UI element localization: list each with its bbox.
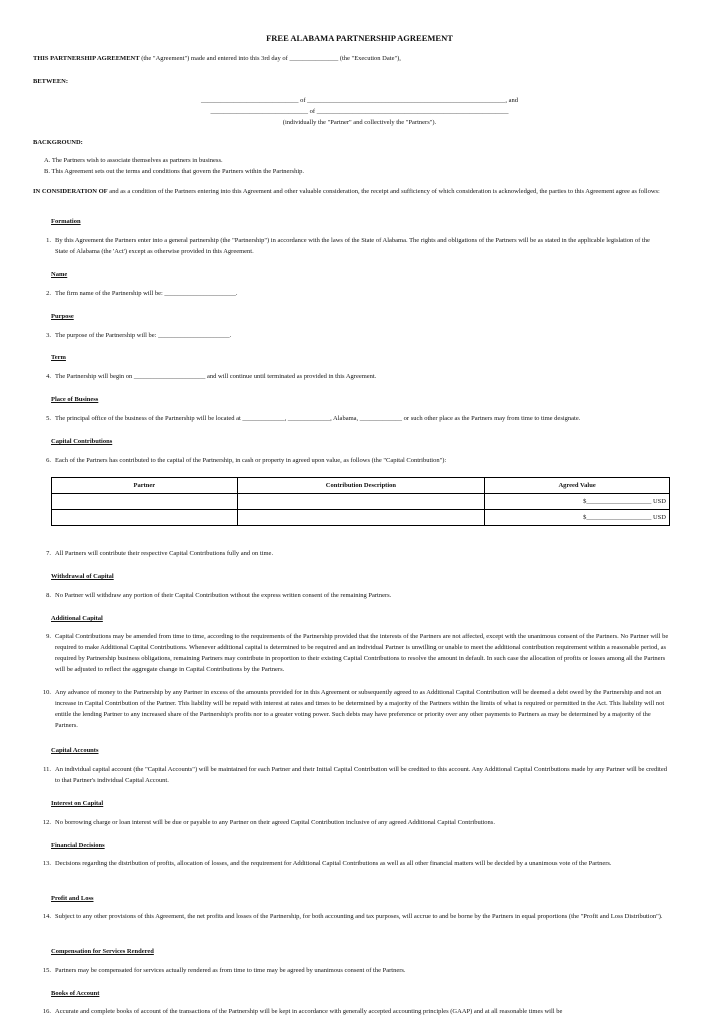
section-heading-term: Term (51, 354, 66, 361)
party-line-1: ______________________________ of _____________________________________________________________, and (200, 97, 519, 104)
partner-cell (52, 494, 238, 510)
background-item-a: A. The Partners wish to associate themselves as partners in business. (44, 157, 223, 164)
section-heading-withdrawal: Withdrawal of Capital (51, 573, 114, 580)
clause-13: 13. Decisions regarding the distribution of profits, allocation of losses, and the requirement for Additional Capital Contributions as well as all other financial matters will be decided by a unanimous vote of the Partners. (33, 858, 673, 869)
between-heading: BETWEEN: (33, 78, 69, 85)
clause-10-text: Any advance of money to the Partnership by any Partner in excess of the amounts provided for in this Agreement or subsequently agreed to as Additional Capital Contribution will be deemed a debt owed by the Partnership and not an increase in Capital Contribution of the Partner. This liability will be repaid with interest at rates and times to be determined by a majority of the Partners within the limits of what is required or permitted in the Act. This liability will not entitle the lending Partner to any increased share of the Partnership's profits nor to a greater voting power. Such debts may have preference or priority over any other payments to Partners as may be determined by a majority of the Partners. (55, 689, 665, 729)
agreed-value-cell: $____________________ USD (485, 510, 670, 526)
section-heading-formation: Formation (51, 218, 81, 225)
intro-paragraph (33, 53, 673, 64)
partner-cell (52, 510, 238, 526)
clause-12-text: No borrowing charge or loan interest will be due or payable to any Partner on their agreed Capital Contribution inclusive of any agreed Additional Capital Contributions. (55, 819, 495, 826)
clause-8: 8. No Partner will withdraw any portion of their Capital Contribution without the express written consent of the remaining Partners. (33, 590, 673, 601)
description-cell (237, 494, 485, 510)
section-heading-compensation: Compensation for Services Rendered (51, 948, 154, 955)
description-cell (237, 510, 485, 526)
clause-11-text: An individual capital account (the "Capital Accounts") will be maintained for each Partner and their Initial Capital Contribution will be credited to this account. Any Additional Capital Contributions made by any Partner will be credited to that Partner's individual Capital Account. (55, 766, 667, 784)
party-line-2: ______________________________ of ___________________________________________________________ (210, 108, 509, 115)
clause-15: 15. Partners may be compensated for services actually rendered as from time to time may be agreed by unanimous consent of the Partners. (33, 965, 673, 976)
clause-14-text: Subject to any other provisions of this Agreement, the net profits and losses of the Partnership, for both accounting and tax purposes, will accrue to and be borne by the Partners in equal proportions (the "Profit and Loss Distribution"). (55, 913, 663, 920)
column-header-agreed-value: Agreed Value (485, 478, 670, 494)
clause-4-text: The Partnership will begin on ______________________ and will continue until terminated as provided in this Agreement. (55, 373, 377, 380)
clause-11: 11. An individual capital account (the "Capital Accounts") will be maintained for each Partner and their Initial Capital Contribution will be credited to this account. Any Additional Capital Contributions made by any Partner will be credited to that Partner's individual Capital Account. (33, 764, 673, 786)
clause-2: 2. The firm name of the Partnership will be: ______________________. (33, 288, 673, 299)
column-header-partner: Partner (52, 478, 238, 494)
clause-4: 4. The Partnership will begin on ______________________ and will continue until terminated as provided in this Agreement. (33, 371, 673, 382)
section-heading-place-of-business: Place of Business (51, 396, 99, 403)
section-heading-capital-accounts: Capital Accounts (51, 747, 99, 754)
table-header-row (52, 478, 670, 494)
section-heading-purpose: Purpose (51, 313, 74, 320)
capital-contribution-table (51, 477, 670, 526)
party-definition: (individually the "Partner" and collectively the "Partners"). (282, 119, 437, 126)
clause-6: 6. Each of the Partners has contributed to the capital of the Partnership, in cash or property in agreed upon value, as follows (the "Capital Contribution"): (33, 455, 673, 466)
clause-15-text: Partners may be compensated for services actually rendered as from time to time may be agreed by unanimous consent of the Partners. (55, 967, 406, 974)
background-item-b: B. This Agreement sets out the terms and conditions that govern the Partners within the Partnership. (44, 168, 305, 175)
intro-lead: THIS PARTNERSHIP AGREEMENT (33, 55, 140, 62)
table-row (52, 494, 670, 510)
clause-5-text: The principal office of the business of the Partnership will be located at _____________, _____________, Alabama, _____________ or such other place as the Partners may from time to time designate. (55, 415, 581, 422)
document-title: FREE ALABAMA PARTNERSHIP AGREEMENT (266, 33, 453, 43)
clause-12: 12. No borrowing charge or loan interest will be due or payable to any Partner on their agreed Capital Contribution inclusive of any agreed Additional Capital Contributions. (33, 817, 673, 828)
consideration-paragraph (33, 186, 663, 197)
clause-3: 3. The purpose of the Partnership will be: ______________________. (33, 330, 673, 341)
section-heading-capital-contributions: Capital Contributions (51, 438, 113, 445)
clause-1-text: By this Agreement the Partners enter into a general partnership (the "Partnership") in accordance with the laws of the State of Alabama. The rights and obligations of the Partners will be as stated in the applicable legislation of the State of Alabama (the 'Act') except as otherwise provided in this Agreement. (55, 237, 650, 255)
consideration-text: and as a condition of the Partners entering into this Agreement and other valuable consideration, the receipt and sufficiency of which consideration is acknowledged, the parties to this Agreement agree as follows: (107, 188, 660, 195)
clause-16: 16. Accurate and complete books of account of the transactions of the Partnership will be kept in accordance with generally accepted accounting principles (GAAP) and at all reasonable times will be (33, 1006, 673, 1017)
clause-8-text: No Partner will withdraw any portion of their Capital Contribution without the express written consent of the remaining Partners. (55, 592, 392, 599)
clause-13-text: Decisions regarding the distribution of profits, allocation of losses, and the requirement for Additional Capital Contributions as well as all other financial matters will be decided by a unanimous vote of the Partners. (55, 860, 612, 867)
clause-9: 9. Capital Contributions may be amended from time to time, according to the requirements of the Partnership provided that the interests of the Partners are not affected, except with the unanimous consent of the Partners. No Partner will be required to make Additional Capital Contributions. Whenever additional capital is determined to be required and an individual Partner is unwilling or unable to meet the additional contribution requirement within a reasonable period, as required by Partnership business obligations, remaining Partners may contribute in proportion to their existing Capital Contributions to resolve the amount in default. In such case the allocation of profits or losses among all the Partners will be adjusted to reflect the aggregate change in Capital Contributions by the Partners. (33, 631, 673, 675)
clause-3-text: The purpose of the Partnership will be: ______________________. (55, 332, 232, 339)
background-heading: BACKGROUND: (33, 139, 83, 146)
clause-6-text: Each of the Partners has contributed to the capital of the Partnership, in cash or property in agreed upon value, as follows (the "Capital Contribution"): (55, 457, 447, 464)
section-heading-financial-decisions: Financial Decisions (51, 842, 105, 849)
section-heading-additional-capital: Additional Capital (51, 615, 103, 622)
clause-10: 10. Any advance of money to the Partnership by any Partner in excess of the amounts provided for in this Agreement or subsequently agreed to as Additional Capital Contribution will be deemed a debt owed by the Partnership and not an increase in Capital Contribution of the Partner. This liability will be repaid with interest at rates and times to be determined by a majority of the Partners within the limits of what is required or permitted in the Act. This liability will not entitle the lending Partner to any increased share of the Partnership's profits nor to a greater voting power. Such debts may have preference or priority over any other payments to Partners as may be determined by a majority of the Partners. (33, 687, 673, 731)
section-heading-interest: Interest on Capital (51, 800, 104, 807)
column-header-description: Contribution Description (237, 478, 485, 494)
clause-14: 14. Subject to any other provisions of this Agreement, the net profits and losses of the Partnership, for both accounting and tax purposes, will accrue to and be borne by the Partners in equal proportions (the "Profit and Loss Distribution"). (33, 911, 673, 922)
section-heading-books-of-account: Books of Account (51, 990, 100, 997)
clause-7-text: All Partners will contribute their respective Capital Contributions fully and on time. (55, 550, 274, 557)
section-heading-name: Name (51, 271, 68, 278)
agreed-value-cell: $____________________ USD (485, 494, 670, 510)
intro-text: (the "Agreement") made and entered into this 3rd day of _______________ (the "Execution Date"), (139, 55, 401, 62)
section-heading-profit-and-loss: Profit and Loss (51, 895, 94, 902)
clause-9-text: Capital Contributions may be amended from time to time, according to the requirements of the Partnership provided that the interests of the Partners are not affected, except with the unanimous consent of the Partners. No Partner will be required to make Additional Capital Contributions. Whenever additional capital is determined to be required and an individual Partner is unwilling or unable to meet the additional contribution requirement within a reasonable period, as required by Partnership business obligations, remaining Partners may contribute in proportion to their existing Capital Contributions to resolve the amount in default. In such case the allocation of profits or losses among all the Partners will be adjusted to reflect the aggregate change in Capital Contributions by the Partners. (55, 633, 669, 673)
clause-2-text: The firm name of the Partnership will be: ______________________. (55, 290, 238, 297)
clause-5: 5. The principal office of the business of the Partnership will be located at _____________, _____________, Alabama, _____________ or such other place as the Partners may from time to time designate. (33, 413, 673, 424)
clause-1: 1. By this Agreement the Partners enter into a general partnership (the "Partnership") in accordance with the laws of the State of Alabama. The rights and obligations of the Partners will be as stated in the applicable legislation of the State of Alabama (the 'Act') except as otherwise provided in this Agreement. (33, 235, 663, 257)
table-row (52, 510, 670, 526)
clause-7: 7. All Partners will contribute their respective Capital Contributions fully and on time. (33, 548, 673, 559)
clause-16-text: Accurate and complete books of account of the transactions of the Partnership will be kept in accordance with generally accepted accounting principles (GAAP) and at all reasonable times will be (55, 1008, 563, 1015)
consideration-lead: IN CONSIDERATION OF (33, 188, 108, 195)
